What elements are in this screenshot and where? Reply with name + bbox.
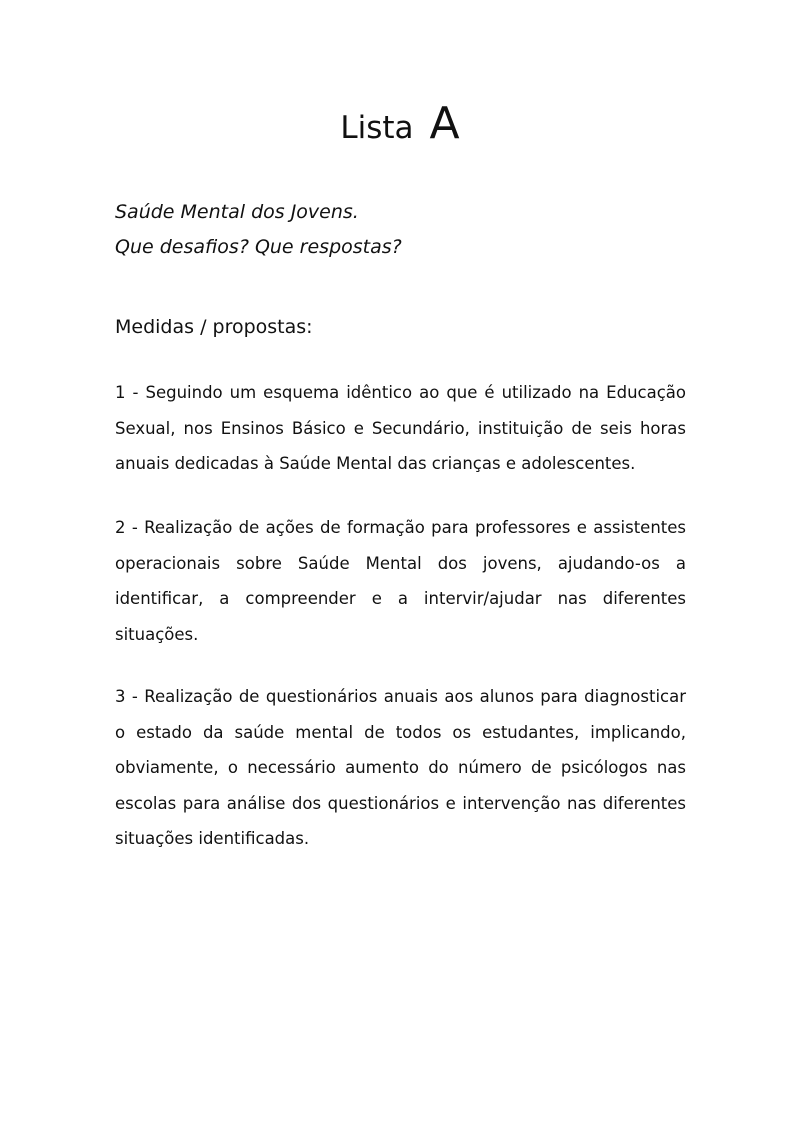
subtitle-line: Que desafios? Que respostas?	[115, 236, 402, 258]
subtitle	[115, 195, 402, 265]
subtitle-line: Saúde Mental dos Jovens.	[115, 201, 359, 223]
measure-paragraph-3: 3 - Realização de questionários anuais aos alunos para diagnosticar o estado da saúde mental de todos os estudantes, implicando, obviamente, o necessário aumento do número de psicólogos nas escolas para análise dos questionários e intervenção nas diferentes situações identificadas.	[115, 687, 686, 848]
page-title	[0, 98, 800, 149]
title-word: Lista	[340, 110, 414, 146]
section-heading: Medidas / propostas:	[115, 316, 313, 338]
measure-paragraph-2: 2 - Realização de ações de formação para professores e assistentes operacionais sobre Saúde Mental dos jovens, ajudando-os a identificar, a compreender e a intervir/ajudar nas diferentes situações.	[115, 518, 686, 644]
title-letter: A	[429, 98, 460, 149]
measure-paragraph-1: 1 - Seguindo um esquema idêntico ao que é utilizado na Educação Sexual, nos Ensinos Básico e Secundário, instituição de seis horas anuais dedicadas à Saúde Mental das crianças e adolescentes.	[115, 383, 686, 473]
